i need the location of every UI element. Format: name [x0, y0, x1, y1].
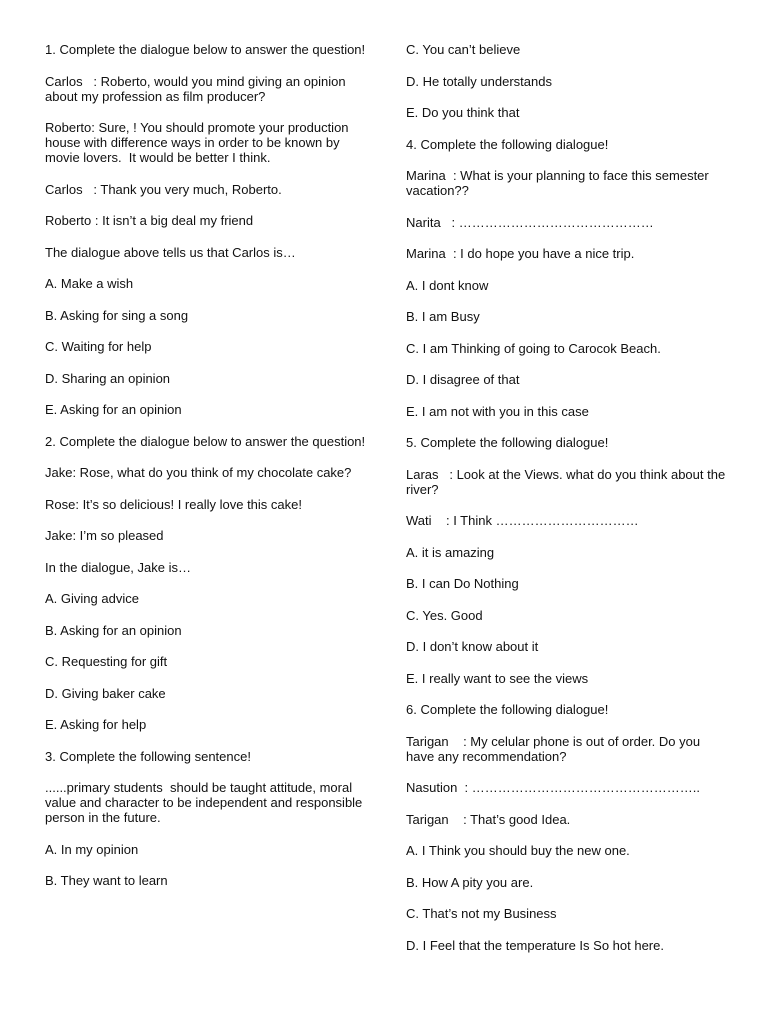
answer-option: A. I dont know — [406, 277, 489, 293]
answer-option: E. I am not with you in this case — [406, 403, 589, 419]
dialogue-line: Marina : I do hope you have a nice trip. — [406, 246, 635, 261]
answer-option: B. They want to learn — [45, 873, 168, 888]
answer-option: E. Do you think that — [406, 105, 520, 120]
question-stem: ......primary students should be taught attitude, moral value and character to be independent and responsible person in the future. — [45, 780, 366, 825]
dialogue-line: Tarigan : That’s good Idea. — [406, 811, 571, 827]
answer-option: A. it is amazing — [406, 544, 495, 560]
question-4-instruction: 4. Complete the following dialogue! — [406, 136, 609, 152]
answer-option: E. Asking for an opinion — [45, 402, 182, 417]
answer-option: B. How A pity you are. — [406, 874, 534, 890]
answer-option: E. I really want to see the views — [406, 670, 589, 686]
dialogue-line: Roberto : It isn’t a big deal my friend — [45, 213, 254, 228]
dialogue-line: Marina : What is your planning to face this semester vacation?? — [406, 168, 713, 198]
answer-option: B. Asking for sing a song — [45, 307, 189, 323]
dialogue-line: Carlos : Thank you very much, Roberto. — [45, 181, 282, 197]
question-3-instruction: 3. Complete the following sentence! — [45, 748, 251, 764]
answer-option: D. Giving baker cake — [45, 685, 166, 701]
question-stem: The dialogue above tells us that Carlos is… — [45, 244, 296, 260]
answer-option: A. I Think you should buy the new one. — [406, 843, 630, 858]
answer-option: C. You can’t believe — [406, 42, 521, 57]
answer-option: A. Make a wish — [45, 276, 134, 291]
answer-option: D. I disagree of that — [406, 372, 520, 387]
answer-option: D. He totally understands — [406, 73, 552, 89]
answer-option: D. I don’t know about it — [406, 639, 539, 654]
answer-option: C. Waiting for help — [45, 339, 152, 354]
question-5-instruction: 5. Complete the following dialogue! — [406, 435, 609, 450]
answer-option: A. In my opinion — [45, 841, 139, 857]
question-stem: In the dialogue, Jake is… — [45, 559, 191, 575]
answer-option: C. Yes. Good — [406, 607, 483, 623]
left-column — [45, 42, 367, 905]
dialogue-line: Narita : ……………………………………… — [406, 214, 654, 230]
dialogue-line: Jake: I’m so pleased — [45, 528, 164, 543]
answer-option: D. I Feel that the temperature Is So hot here. — [406, 937, 664, 953]
dialogue-line: Wati : I Think …………………………… — [406, 513, 639, 528]
answer-option: A. Giving advice — [45, 591, 139, 606]
dialogue-line: Carlos : Roberto, would you mind giving an opinion about my profession as film producer? — [45, 73, 350, 104]
dialogue-line: Rose: It’s so delicious! I really love this cake! — [45, 496, 302, 512]
dialogue-line: Nasution : …………………………………………….. — [406, 780, 700, 795]
question-2-instruction: 2. Complete the dialogue below to answer the question! — [45, 433, 366, 449]
answer-option: B. Asking for an opinion — [45, 622, 182, 638]
answer-option: C. Requesting for gift — [45, 654, 168, 669]
question-6-instruction: 6. Complete the following dialogue! — [406, 702, 609, 717]
answer-option: E. Asking for help — [45, 717, 147, 732]
dialogue-line: Laras : Look at the Views. what do you think about the river? — [406, 466, 729, 497]
answer-option: D. Sharing an opinion — [45, 370, 171, 386]
answer-option: B. I can Do Nothing — [406, 576, 519, 591]
answer-option: B. I am Busy — [406, 309, 480, 324]
dialogue-line: Roberto: Sure, ! You should promote your production house with difference ways in order to be known by movie lovers. It would be better I think. — [45, 120, 353, 165]
answer-option: C. I am Thinking of going to Carocok Beach. — [406, 340, 661, 356]
right-column — [406, 42, 728, 969]
dialogue-line: Jake: Rose, what do you think of my chocolate cake? — [45, 465, 352, 480]
dialogue-line: Tarigan : My celular phone is out of order. Do you have any recommendation? — [406, 733, 704, 764]
answer-option: C. That’s not my Business — [406, 906, 557, 921]
question-1-instruction: 1. Complete the dialogue below to answer the question! — [45, 42, 366, 57]
